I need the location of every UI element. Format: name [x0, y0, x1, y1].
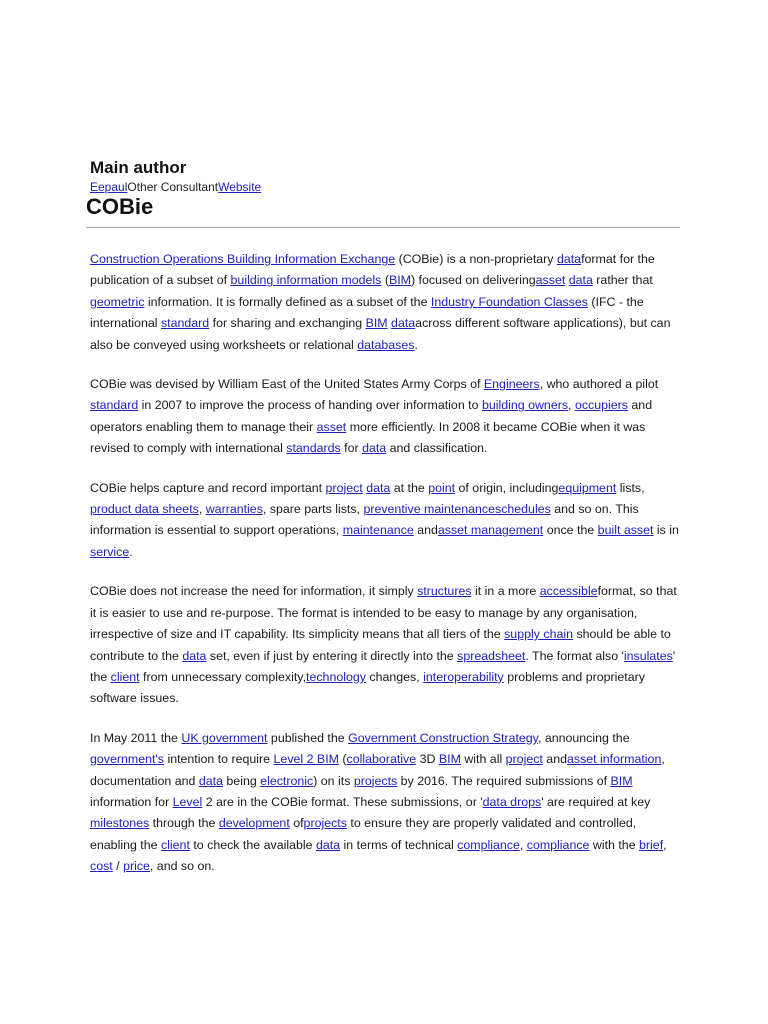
inline-link[interactable]: technology: [306, 669, 366, 684]
text-run: .: [129, 544, 133, 559]
text-run: problems and proprietary software issues.: [90, 669, 645, 706]
text-run: In May 2011 the: [90, 730, 182, 745]
inline-link[interactable]: data: [391, 316, 416, 331]
inline-link[interactable]: data: [182, 648, 207, 663]
text-run: information for: [90, 794, 173, 809]
inline-link[interactable]: cost: [90, 859, 113, 874]
inline-link[interactable]: price: [123, 859, 150, 874]
inline-link[interactable]: data: [556, 252, 582, 266]
inline-link[interactable]: spreadsheet: [457, 648, 526, 663]
inline-link[interactable]: client: [110, 669, 140, 684]
inline-link[interactable]: asset: [535, 273, 566, 288]
inline-link[interactable]: accessible: [539, 584, 598, 599]
text-run: changes,: [365, 669, 424, 684]
text-run: set, even if just by entering it directly into the: [206, 648, 458, 663]
text-run: (COBie) is a non-proprietary: [395, 252, 557, 266]
text-run: (: [338, 752, 347, 767]
text-run: of: [289, 816, 304, 831]
text-run: to check the available: [189, 837, 316, 852]
inline-link[interactable]: project: [325, 480, 363, 495]
author-line: [90, 180, 261, 194]
text-run: COBie does not increase the need for information, it simply: [90, 584, 418, 599]
inline-link[interactable]: collaborative: [346, 752, 417, 767]
inline-link[interactable]: Industry Foundation Classes: [430, 294, 588, 309]
inline-link[interactable]: BIM: [365, 316, 388, 331]
text-run: and: [542, 752, 567, 767]
text-run: and: [413, 523, 438, 538]
text-run: ,: [663, 837, 667, 852]
text-run: , spare parts lists,: [262, 502, 364, 517]
inline-link[interactable]: milestones: [90, 816, 150, 831]
inline-link[interactable]: Government Construction Strategy: [348, 730, 538, 745]
inline-link[interactable]: structures: [417, 584, 472, 599]
text-run: ) on its: [313, 773, 354, 788]
text-run: through the: [149, 816, 219, 831]
text-run: of origin, including: [455, 480, 559, 495]
inline-link[interactable]: data drops: [482, 794, 542, 809]
inline-link[interactable]: interoperability: [423, 669, 504, 684]
website-link[interactable]: Website: [218, 180, 262, 194]
inline-link[interactable]: projects: [353, 773, 398, 788]
main-author-heading: Main author: [90, 158, 187, 177]
text-run: , who authored a pilot: [539, 377, 659, 392]
inline-link[interactable]: client: [160, 837, 190, 852]
paragraph: [90, 249, 680, 356]
inline-link[interactable]: BIM: [438, 752, 461, 767]
text-run: /: [112, 859, 124, 874]
text-run: and classification.: [386, 441, 488, 456]
text-run: ,: [568, 398, 575, 413]
inline-link[interactable]: insulates: [623, 648, 673, 663]
inline-link[interactable]: BIM: [610, 773, 633, 788]
page-title: COBie: [86, 194, 154, 219]
author-role: Other Consultant: [127, 180, 219, 194]
title-divider: [86, 227, 680, 228]
inline-link[interactable]: standards: [286, 441, 341, 456]
text-run: ,: [519, 837, 527, 852]
inline-link[interactable]: Engineers: [483, 377, 540, 392]
article-body: [90, 249, 680, 896]
inline-link[interactable]: data: [568, 273, 593, 288]
text-run: across different software applications), but can also be conveyed using worksheets or relational: [90, 316, 671, 352]
inline-link[interactable]: data: [362, 441, 387, 456]
inline-link[interactable]: Level: [172, 794, 203, 809]
inline-link[interactable]: UK government: [181, 730, 268, 745]
text-run: rather that: [592, 273, 653, 288]
inline-link[interactable]: government's: [90, 752, 164, 767]
text-run: ) focused on delivering: [410, 273, 536, 288]
text-run: being: [222, 773, 261, 788]
text-run: with the: [589, 837, 640, 852]
text-run: published the: [267, 730, 349, 745]
text-run: 3D: [416, 752, 439, 767]
inline-link[interactable]: compliance: [526, 837, 590, 852]
inline-link[interactable]: building information models: [230, 273, 382, 288]
inline-link[interactable]: data: [198, 773, 223, 788]
text-run: , announcing the: [537, 730, 630, 745]
text-run: information. It is formally defined as a subset of the: [144, 294, 431, 309]
inline-link[interactable]: BIM: [388, 273, 411, 288]
inline-link[interactable]: preventive maintenanceschedules: [363, 502, 551, 517]
text-run: by 2016. The required submissions of: [397, 773, 611, 788]
text-run: it in a more: [471, 584, 540, 599]
text-run: COBie helps capture and record important: [90, 480, 326, 495]
paragraph: [90, 581, 680, 709]
text-run: 2 are in the COBie format. These submissions, or ': [202, 794, 483, 809]
text-run: for sharing and exchanging: [209, 316, 366, 331]
text-run: ' the: [90, 648, 676, 684]
inline-link[interactable]: brief: [639, 837, 664, 852]
paragraph: [90, 728, 680, 878]
text-run: ' are required at key: [541, 794, 651, 809]
inline-link[interactable]: built asset: [597, 523, 654, 538]
text-run: (IFC - the international: [90, 294, 644, 331]
inline-link[interactable]: databases: [357, 337, 415, 352]
text-run: lists,: [616, 480, 645, 495]
inline-link[interactable]: service: [90, 544, 130, 559]
inline-link[interactable]: warranties: [205, 502, 263, 517]
text-run: , and so on.: [149, 859, 215, 874]
inline-link[interactable]: Construction Operations Building Information Exchange: [90, 252, 396, 266]
text-run: to ensure they are properly validated and controlled, enabling the: [90, 816, 637, 852]
text-run: should be able to contribute to the: [90, 627, 671, 663]
inline-link[interactable]: point: [428, 480, 456, 495]
text-run: once the: [543, 523, 598, 538]
inline-link[interactable]: maintenance: [342, 523, 414, 538]
inline-link[interactable]: data: [315, 837, 341, 852]
inline-link[interactable]: asset information: [566, 752, 662, 767]
text-run: in terms of technical: [340, 837, 458, 852]
inline-link[interactable]: occupiers: [574, 398, 628, 413]
inline-link[interactable]: compliance: [457, 837, 520, 852]
text-run: at the: [390, 480, 429, 495]
inline-link[interactable]: electronic: [260, 773, 314, 788]
inline-link[interactable]: product data sheets: [90, 502, 199, 517]
inline-link[interactable]: building owners: [481, 398, 569, 413]
paragraph: [90, 478, 680, 564]
text-run: , documentation and: [90, 752, 665, 788]
text-run: intention to require: [164, 752, 274, 767]
inline-link[interactable]: asset management: [437, 523, 544, 538]
inline-link[interactable]: supply chain: [504, 627, 573, 642]
text-run: format, so that it is easier to use and re-purpose. The format is intended to be easy to manage by any organisation, irrespective of size and IT capability. Its simplicity means that all tiers of the: [90, 584, 677, 642]
inline-link[interactable]: equipment: [558, 480, 617, 495]
inline-link[interactable]: project: [505, 752, 543, 767]
text-run: format for the publication of a subset of: [90, 252, 655, 288]
inline-link[interactable]: projects: [303, 816, 347, 831]
inline-link[interactable]: standard: [160, 316, 210, 331]
inline-link[interactable]: asset: [316, 419, 347, 434]
text-run: ,: [198, 502, 206, 517]
inline-link[interactable]: Level 2 BIM: [273, 752, 339, 767]
text-run: from unnecessary complexity,: [139, 669, 307, 684]
inline-link[interactable]: standard: [90, 398, 139, 413]
inline-link[interactable]: data: [366, 480, 391, 495]
paragraph: [90, 374, 680, 460]
text-run: for: [340, 441, 363, 456]
inline-link[interactable]: development: [218, 816, 290, 831]
text-run: .: [414, 337, 418, 352]
text-run: in 2007 to improve the process of handing over information to: [138, 398, 482, 413]
author-link[interactable]: Eepaul: [90, 180, 128, 194]
text-run: . The format also ': [525, 648, 624, 663]
text-run: COBie was devised by William East of the United States Army Corps of: [90, 377, 484, 392]
text-run: is in: [653, 523, 679, 538]
inline-link[interactable]: geometric: [90, 294, 145, 309]
text-run: and so on. This information is essential to support operations,: [90, 502, 639, 538]
text-run: and operators enabling them to manage their: [90, 398, 653, 434]
text-run: more efficiently. In 2008 it became COBie when it was revised to comply with international: [90, 419, 646, 456]
text-run: (: [381, 273, 389, 288]
text-run: with all: [460, 752, 506, 767]
